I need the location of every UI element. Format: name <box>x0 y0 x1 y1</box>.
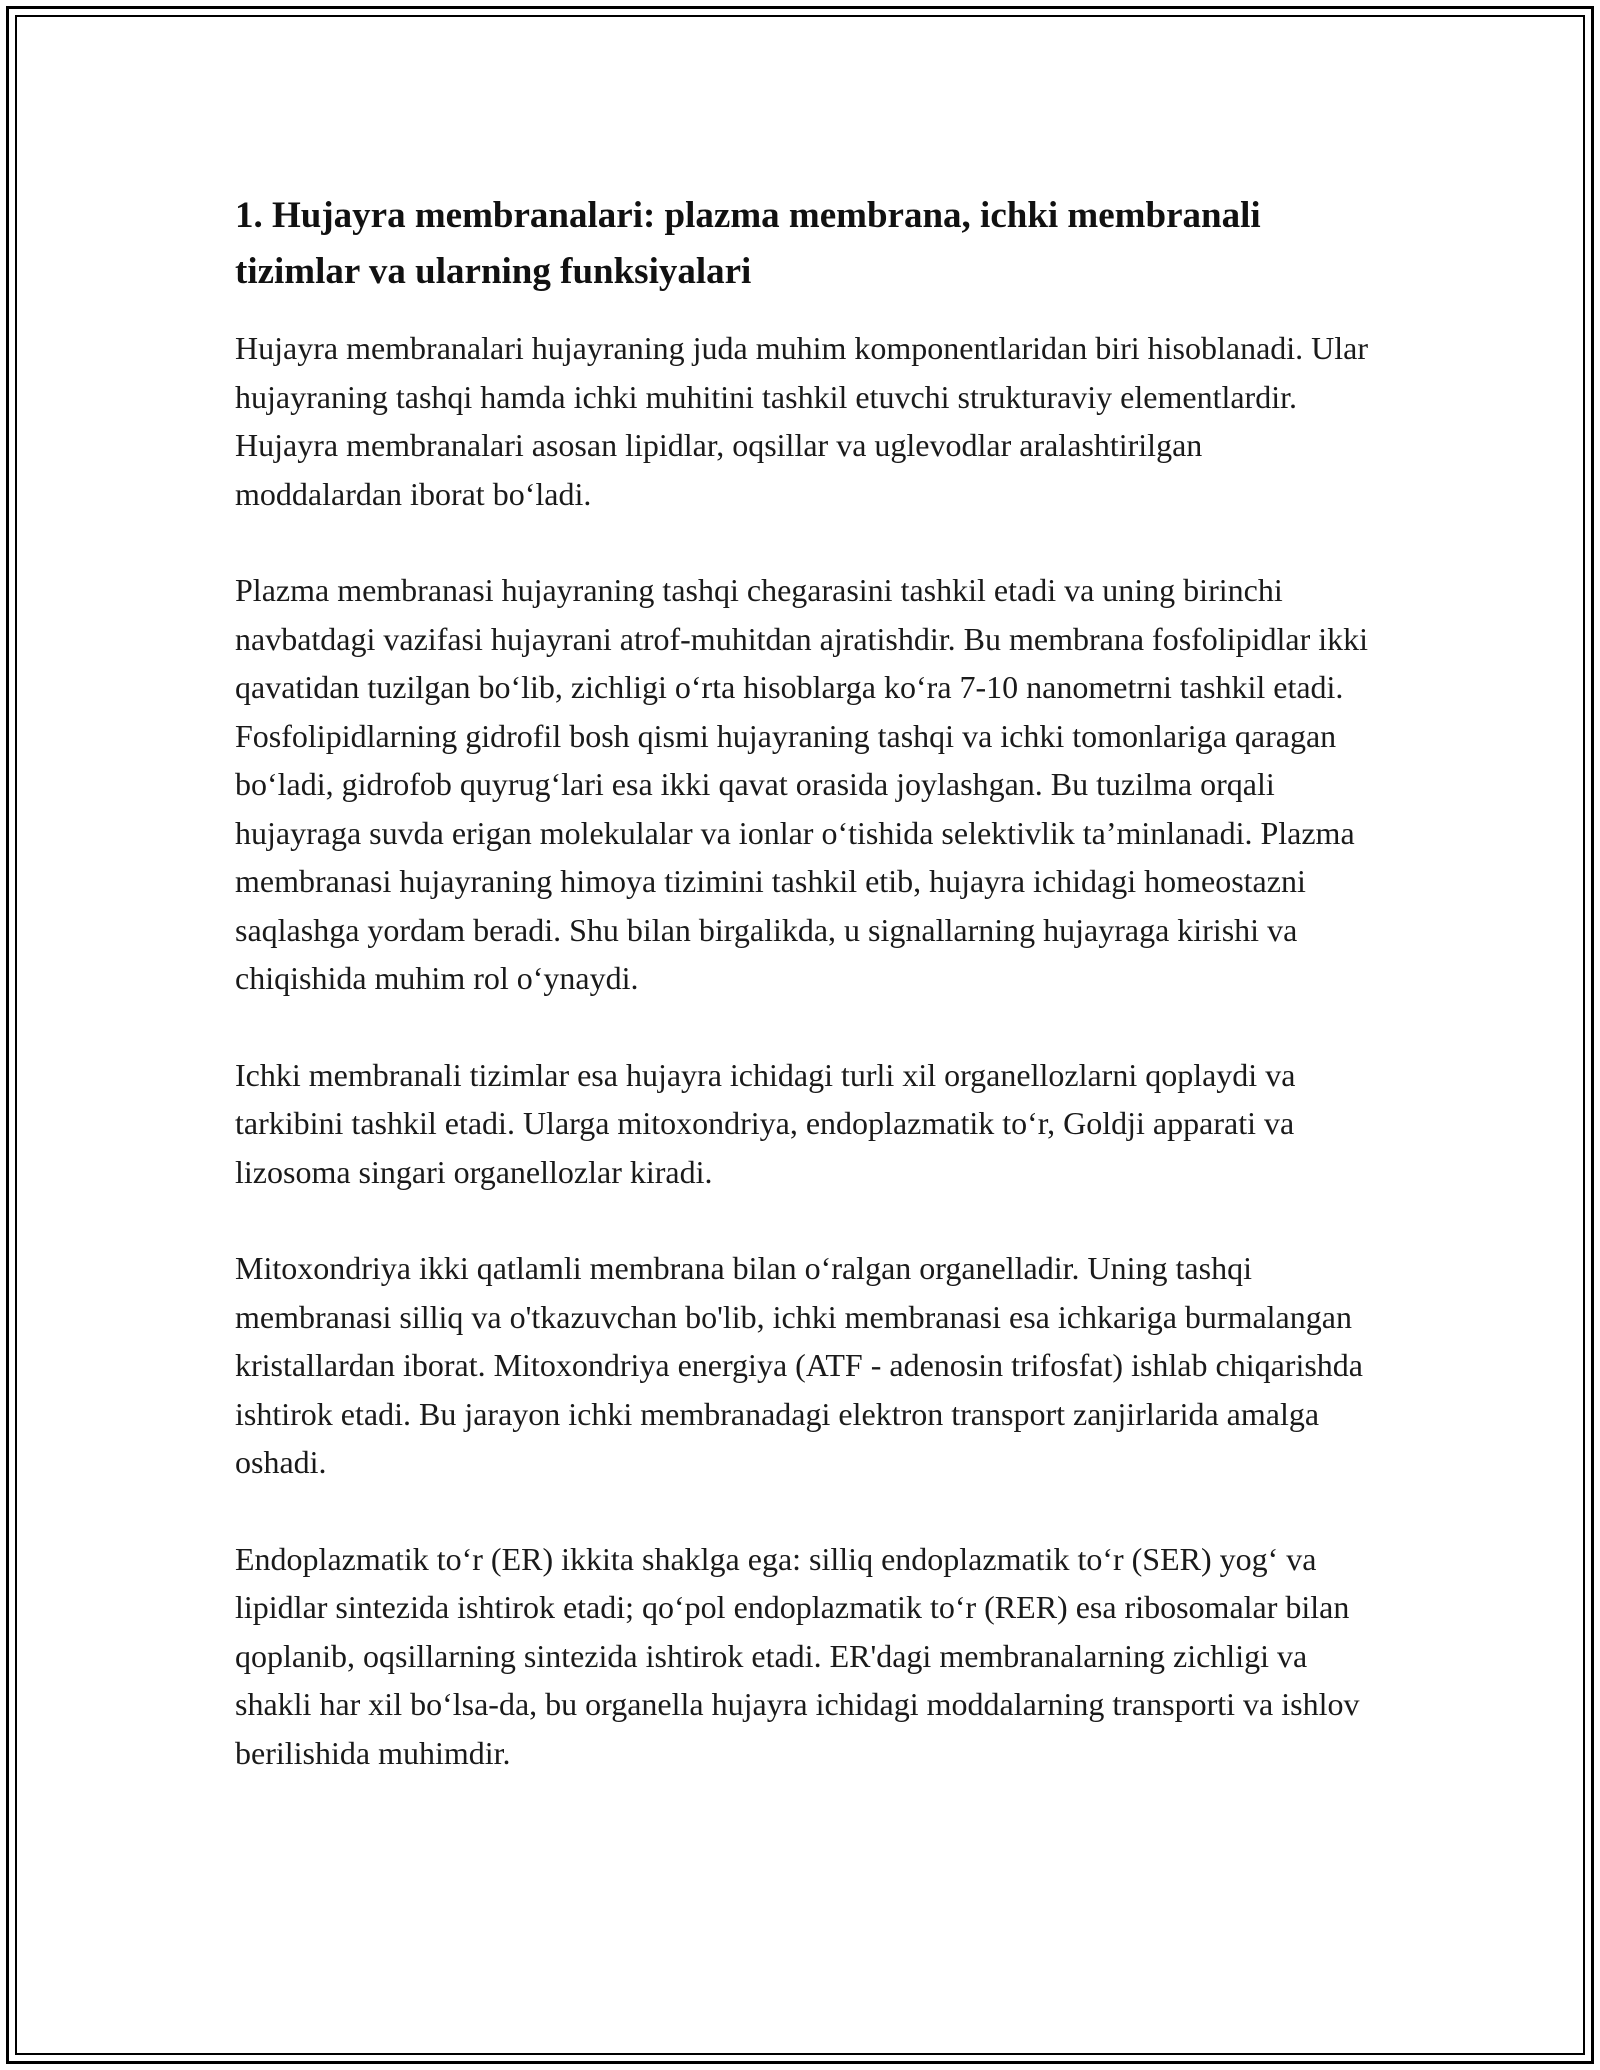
document-body <box>235 188 1375 1825</box>
paragraph-internal-membranes: Ichki membranali tizimlar esa hujayra ichidagi turli xil organellozlarni qoplaydi va tarkibini tashkil etadi. Ularga mitoxondriya, endoplazmatik to‘r, Goldji apparati va lizosoma singari organellozlar kiradi. <box>235 1056 1296 1190</box>
section-title: 1. Hujayra membranalari: plazma membrana, ichki membranali tizimlar va ularning funksiyalari <box>235 195 1261 292</box>
paragraph-endoplasmic-reticulum: Endoplazmatik to‘r (ER) ikkita shaklga ega: silliq endoplazmatik to‘r (SER) yog‘ va lipidlar sintezida ishtirok etadi; qo‘pol endoplazmatik to‘r (RER) esa ribosomalar bilan qoplanib, oqsillarning sintezida ishtirok etadi. ER'dagi membranalarning zichligi va shakli har xil bo‘lsa-da, bu organella hujayra ichidagi moddalarning transporti va ishlov berilishida muhimdir. <box>235 1540 1360 1771</box>
paragraph-plasma-membrane: Plazma membranasi hujayraning tashqi chegarasini tashkil etadi va uning birinchi navbatdagi vazifasi hujayrani atrof-muhitdan ajratishdir. Bu membrana fosfolipidlar ikki qavatidan tuzilgan bo‘lib, zichligi o‘rta hisoblarga ko‘ra 7-10 nanometrni tashkil etadi. Fosfolipidlarning gidrofil bosh qismi hujayraning tashqi va ichki tomonlariga qaragan bo‘ladi, gidrofob quyrug‘lari esa ikki qavat orasida joylashgan. Bu tuzilma orqali hujayraga suvda erigan molekulalar va ionlar o‘tishida selektivlik ta’minlanadi. Plazma membranasi hujayraning himoya tizimini tashkil etib, hujayra ichidagi homeostazni saqlashga yordam beradi. Shu bilan birgalikda, u signallarning hujayraga kirishi va chiqishida muhim rol o‘ynaydi. <box>235 572 1368 996</box>
paragraph-intro: Hujayra membranalari hujayraning juda muhim komponentlaridan biri hisoblanadi. Ular hujayraning tashqi hamda ichki muhitini tashkil etuvchi strukturaviy elementlardir. Hujayra membranalari asosan lipidlar, oqsillar va uglevodlar aralashtirilgan moddalardan iborat bo‘ladi. <box>235 330 1369 512</box>
paragraph-mitochondria: Mitoxondriya ikki qatlamli membrana bilan o‘ralgan organelladir. Uning tashqi membranasi silliq va o'tkazuvchan bo'lib, ichki membranasi esa ichkariga burmalangan kristallardan iborat. Mitoxondriya energiya (ATF - adenosin trifosfat) ishlab chiqarishda ishtirok etadi. Bu jarayon ichki membranadagi elektron transport zanjirlarida amalga oshadi. <box>235 1250 1363 1480</box>
